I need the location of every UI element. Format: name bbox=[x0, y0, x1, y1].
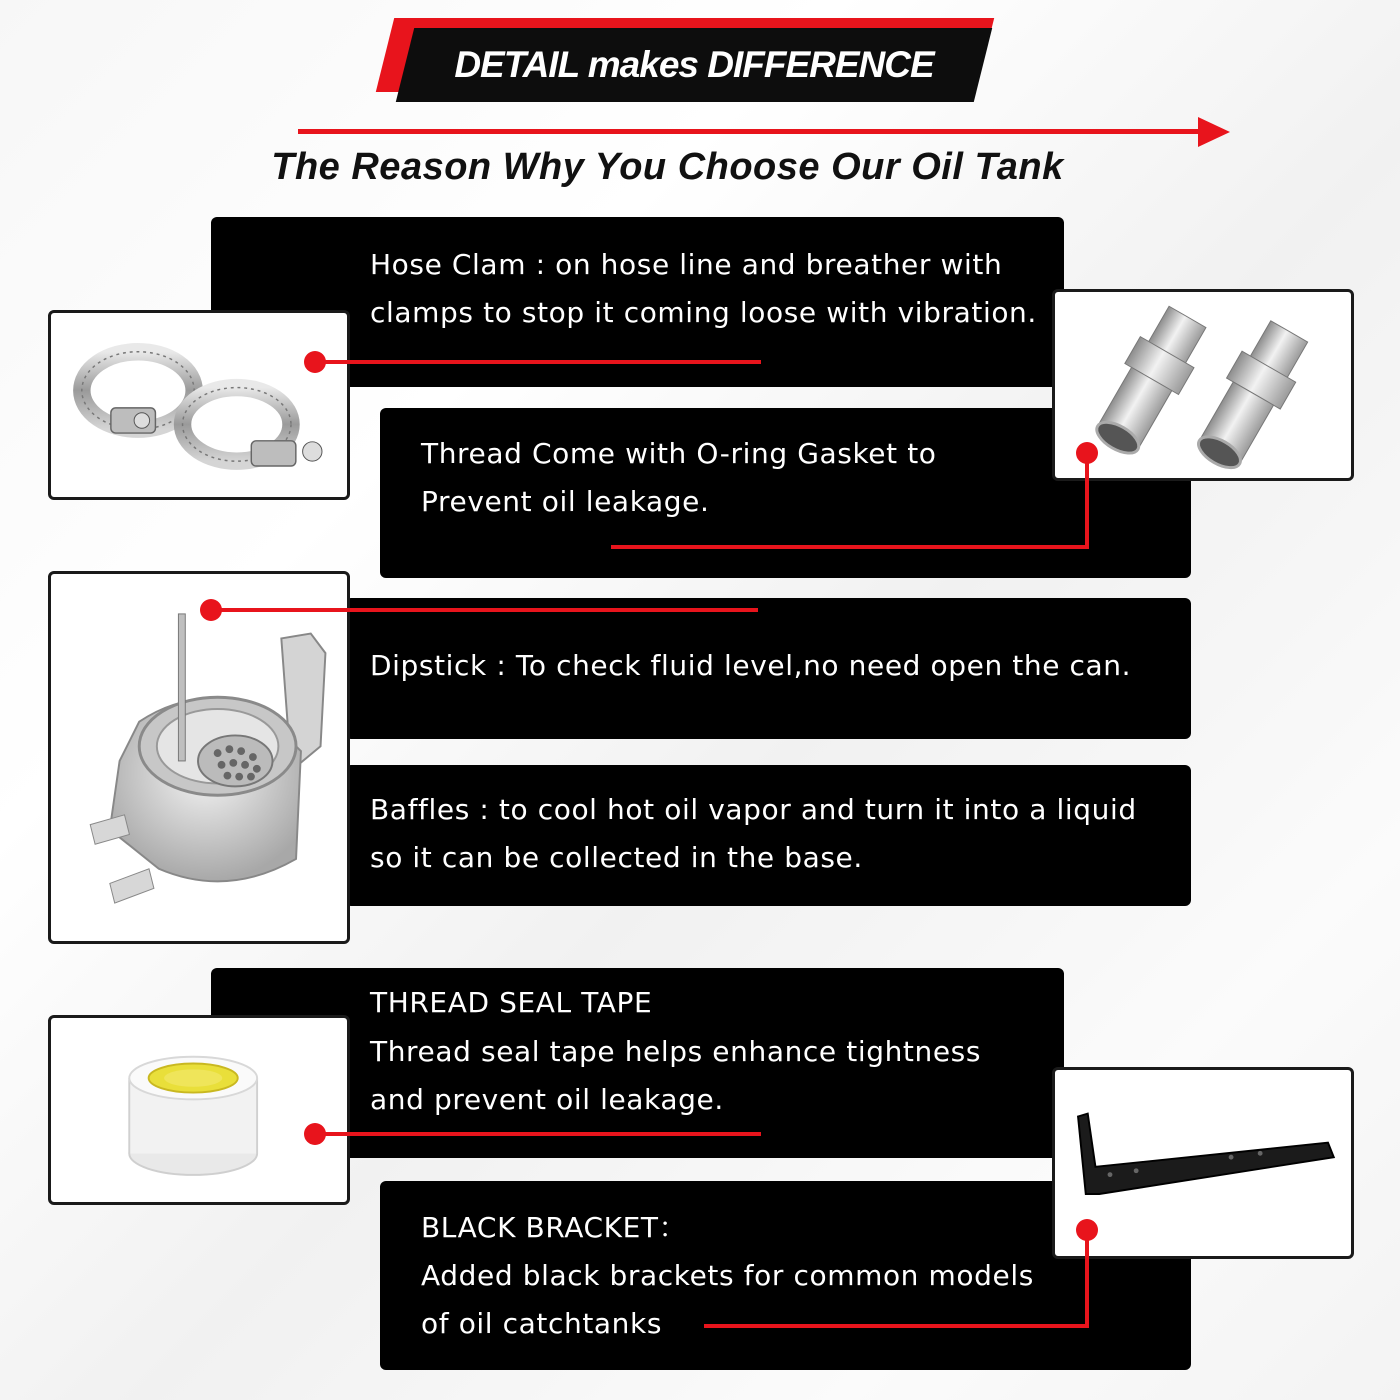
dipstick-callout-line bbox=[211, 608, 758, 612]
thread-gasket-text-2: Prevent oil leakage. bbox=[421, 485, 710, 518]
page-subtitle: The Reason Why You Choose Our Oil Tank bbox=[271, 146, 1064, 188]
hose-clamp-text-2: clamps to stop it coming loose with vibration. bbox=[370, 296, 1037, 329]
seal-tape-image bbox=[48, 1015, 350, 1205]
oil-tank-base-icon bbox=[51, 574, 347, 941]
bracket-text-1: Added black brackets for common models bbox=[421, 1259, 1034, 1292]
seal-tape-text-1: Thread seal tape helps enhance tightness bbox=[370, 1035, 982, 1068]
bracket-icon bbox=[1055, 1070, 1351, 1256]
hose-clamp-callout-line bbox=[315, 360, 761, 364]
thread-gasket-text-1: Thread Come with O-ring Gasket to bbox=[421, 437, 937, 470]
banner-title: DETAIL makes DIFFERENCE bbox=[454, 44, 934, 85]
hose-clamp-image bbox=[48, 310, 350, 500]
bracket-callout-hline bbox=[704, 1324, 1089, 1328]
dipstick-text: Dipstick : To check fluid level,no need open the can. bbox=[370, 649, 1132, 682]
tape-roll-icon bbox=[51, 1018, 347, 1202]
bracket-text-2: of oil catchtanks bbox=[421, 1307, 663, 1340]
header-arrow-line bbox=[298, 129, 1208, 134]
bracket-title: BLACK BRACKET： bbox=[421, 1211, 688, 1244]
seal-tape-callout-line bbox=[315, 1132, 761, 1136]
thread-gasket-callout-vline bbox=[1085, 453, 1089, 549]
baffles-text-2: so it can be collected in the base. bbox=[370, 841, 863, 874]
dipstick-baffle-image bbox=[48, 571, 350, 944]
bracket-callout-vline bbox=[1085, 1230, 1089, 1328]
seal-tape-text-2: and prevent oil leakage. bbox=[370, 1083, 724, 1116]
seal-tape-title: THREAD SEAL TAPE bbox=[370, 986, 653, 1019]
baffles-text-1: Baffles : to cool hot oil vapor and turn it into a liquid bbox=[370, 793, 1137, 826]
fitting-icon bbox=[1055, 292, 1351, 478]
hose-clamp-icon bbox=[51, 313, 347, 497]
thread-gasket-callout-hline bbox=[611, 545, 1089, 549]
header-arrow-head-icon bbox=[1198, 117, 1230, 147]
hose-clamp-text-1: Hose Clam : on hose line and breather with bbox=[370, 248, 1003, 281]
